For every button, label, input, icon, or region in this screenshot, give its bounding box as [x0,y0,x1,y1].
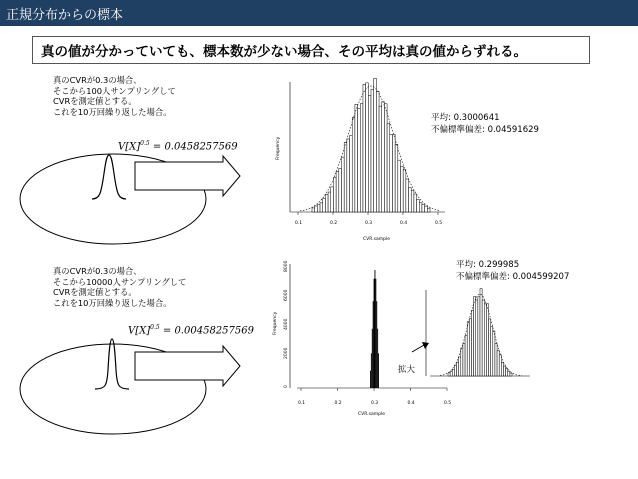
hist2-ytick-label: 6000 [284,289,289,301]
case2-note-line: 真のCVRが0.3の場合、 [53,266,142,276]
hist3-bar [469,319,471,376]
case1-mean: 平均: 0.3000641 [431,113,500,123]
hist1-bar [323,199,326,212]
case1-sd: 不偏標準偏差: 0.04591629 [431,124,539,135]
hist3-bar [461,348,463,376]
hist3-bar [489,319,491,376]
hist1-bar [336,171,339,212]
hist1-bar [417,199,420,212]
hist1-bar [355,104,358,212]
hist3-bar [454,365,456,376]
hist3-bar [471,311,473,376]
headline-text: 真の値が分かっていても、標本数が少ない場合、その平均は真の値からずれる。 [41,44,527,60]
hist1-bar [366,83,369,212]
case1-note-line: 真のCVRが0.3の場合、 [53,75,142,85]
hist1-bar [382,102,385,212]
hist1-bar [414,194,417,212]
hist1-ylabel: Frequency [276,136,281,160]
case2-note-line: そこから10000人サンプリングして [53,276,187,287]
hist3-bar [484,304,486,376]
hist3-bar [465,335,467,376]
case1-formula-lhs: V[X] [118,141,141,153]
hist1-bar [360,104,363,212]
hist1-bar [401,166,404,212]
hist3-bar [491,327,493,376]
hist1-bar [363,84,366,212]
hist1-bar [320,203,323,212]
case2-formula-exp: 0.5 [150,324,160,331]
hist3-bar [495,344,497,376]
hist3-bar [459,357,461,376]
hist1-tick-label: 0.4 [400,221,408,226]
hist3-bar [478,297,480,376]
hist1-bar [317,205,320,212]
hist1-tick-label: 0.3 [365,221,373,226]
slide-title: 正規分布からの標本 [6,8,124,23]
hist1-bar [331,187,334,212]
hist1-bar [342,157,345,212]
case1-note-line: そこから100人サンプリングして [53,85,176,96]
hist3-bar [450,372,452,376]
hist3-bar [486,304,488,376]
hist2-tick-label: 0.4 [407,401,415,406]
hist1-bar [339,168,342,212]
case2-note-line: これを10万回繰り返した場合。 [53,297,172,308]
case1-formula-exp: 0.5 [140,140,150,147]
hist1-bar [422,204,425,212]
hist3-bar [497,351,499,376]
hist2-xlabel: CVR.sample [358,412,385,417]
hist2-bar [376,301,377,388]
hist3-bar [499,355,501,376]
hist3-bar [476,300,478,376]
hist1-bar [376,91,379,212]
hist1-bar [409,188,412,212]
hist1-bar [406,179,409,212]
hist1-bar [374,78,377,212]
hist3-bar [452,369,454,376]
hist2-bar [378,353,379,388]
hist3-bar [510,373,512,376]
hist2-tick-label: 0.2 [334,401,342,406]
hist3-bar [506,369,508,376]
hist2-ytick-label: 4000 [284,318,289,330]
hist1-bar [312,208,315,212]
hist1-tick-label: 0.2 [330,221,338,226]
hist1-bar [427,208,430,212]
case1-histogram [275,78,445,242]
case1-note-line: これを10万回繰り返した場合。 [53,106,172,117]
case1-note-line: CVRを測定値とする。 [53,96,137,107]
hist1-bar [328,192,331,212]
case2-note-line: CVRを測定値とする。 [53,287,137,298]
case2-sd: 不偏標準偏差: 0.004599207 [456,271,570,282]
case2-formula-lhs: V[X] [128,325,151,337]
hist1-bar [392,134,395,212]
hist1-bar [347,139,350,212]
case2-histogram [272,260,451,417]
case2-arrow [135,346,240,386]
zoom-arrow-line [412,345,424,352]
hist1-bar [390,134,393,212]
hist3-bar [508,372,510,376]
case2-zoom-histogram [426,289,530,376]
hist1-bar [379,106,382,212]
hist2-bar [370,371,371,388]
hist3-bar [503,366,505,376]
case2-mean: 平均: 0.299985 [456,260,520,270]
hist3-bar [463,344,465,376]
hist1-bar [387,123,390,212]
hist1-bar [352,117,355,212]
hist3-bar [501,362,503,376]
case1-formula-rhs: = 0.0458257569 [152,141,238,153]
hist2-bar [375,279,376,388]
hist1-tick-label: 0.5 [435,221,443,226]
hist1-bar [398,160,401,212]
zoom-label: 拡大 [398,365,416,375]
hist3-bar [493,331,495,376]
hist2-ylabel: Frequency [273,311,278,335]
case1-arrow [135,156,240,196]
hist2-bar [372,329,373,388]
hist3-bar [482,300,484,376]
hist3-bar [457,362,459,376]
hist2-ytick-label: 0 [284,385,289,388]
hist1-bar [411,191,414,212]
hist2-bar [375,270,376,388]
hist1-bar [425,206,428,212]
hist1-bar [325,194,328,212]
hist1-bar [384,104,387,212]
hist2-tick-label: 0.1 [298,401,306,406]
hist3-bar [480,289,482,376]
hist2-ytick-label: 2000 [284,347,289,359]
hist1-bar [368,95,371,212]
hist1-bar [419,203,422,212]
hist1-xlabel: CVR.sample [363,237,390,242]
hist3-bar [467,322,469,376]
hist1-bar [371,89,374,212]
hist2-bar [374,279,375,388]
case1-bell-curve [92,155,126,199]
case2-formula-rhs: = 0.00458257569 [162,325,254,337]
hist1-bar [395,144,398,212]
case2-bell-curve [95,339,129,389]
hist1-bar [358,109,361,212]
hist3-bar [474,297,476,376]
hist1-bar [315,206,318,212]
hist1-bar [344,142,347,212]
hist2-tick-label: 0.5 [444,401,452,406]
hist1-bar [333,177,336,212]
hist1-bar [403,170,406,212]
hist2-bar [371,353,372,388]
hist1-tick-label: 0.1 [295,221,303,226]
hist2-tick-label: 0.3 [371,401,379,406]
hist2-bar [377,329,378,388]
hist3-bar [448,373,450,376]
hist1-bar [350,135,353,212]
hist2-bar [373,301,374,388]
hist2-ytick-label: 8000 [284,260,289,272]
